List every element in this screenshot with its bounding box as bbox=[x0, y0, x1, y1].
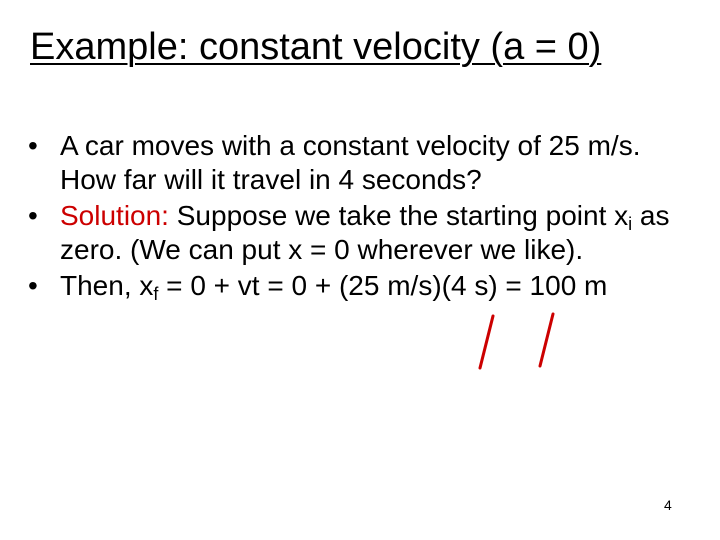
initial-subscript: i bbox=[628, 214, 633, 234]
final-subscript: f bbox=[153, 284, 159, 304]
solution-label: Solution: bbox=[60, 200, 169, 231]
bullet-question bbox=[26, 129, 702, 197]
slide-title: Example: constant velocity (a = 0) bbox=[30, 26, 602, 68]
question-text: A car moves with a constant velocity of 25 m/s. How far will it travel in 4 seconds? bbox=[60, 130, 641, 195]
solution-text-a: Suppose we take the starting point x bbox=[168, 200, 629, 231]
solution-text-b: as zero. (We can put x = 0 wherever we like). bbox=[60, 200, 670, 265]
result-text-b: = 0 + vt = 0 + (25 m/s)(4 s) = 100 m bbox=[158, 270, 608, 301]
bullet-solution bbox=[26, 199, 702, 267]
cancel-mark-seconds-2 bbox=[540, 314, 553, 366]
bullet-marker: • bbox=[28, 270, 38, 301]
page-number: 4 bbox=[664, 497, 672, 513]
bullet-list bbox=[26, 129, 702, 305]
bullet-marker: • bbox=[28, 200, 38, 231]
bullet-marker: • bbox=[28, 130, 38, 161]
bullet-result bbox=[26, 269, 702, 303]
cancel-mark-seconds-1 bbox=[480, 316, 493, 368]
result-text-a: Then, x bbox=[60, 270, 154, 301]
